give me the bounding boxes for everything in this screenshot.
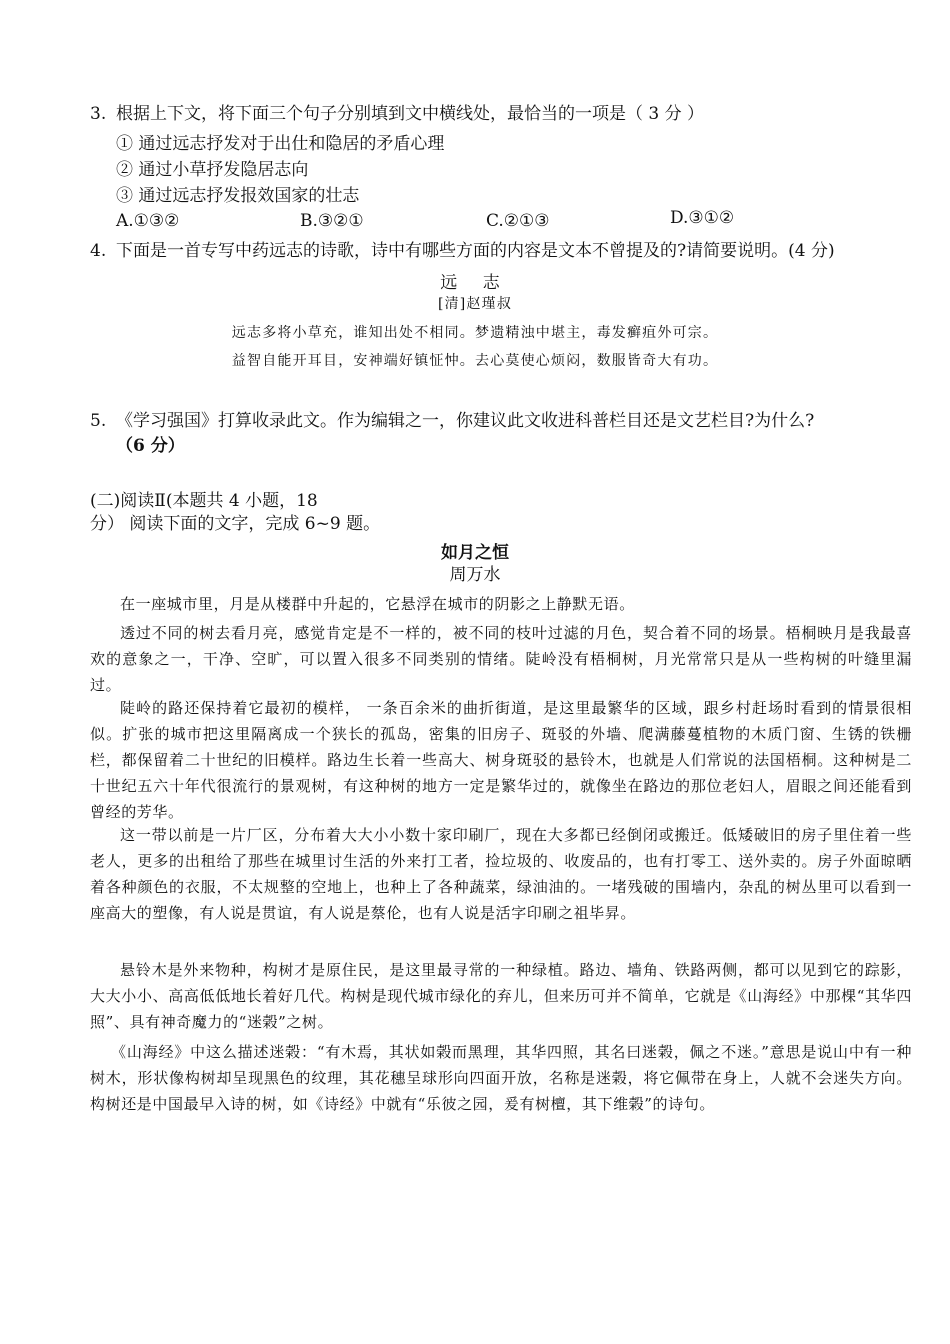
q3-stem: 根据上下文，将下面三个句子分别填到文中横线处，最恰当的一项是（ 3 分 ） (116, 104, 705, 124)
q3-number: 3. (90, 104, 107, 124)
q3-sentence-3: ③ 通过远志抒发报效国家的壮志 (116, 186, 360, 206)
q3-sentence-2: ② 通过小草抒发隐居志向 (116, 160, 309, 180)
poem-author: [清]赵瑾叔 (437, 296, 513, 312)
q5-number: 5. (90, 411, 107, 431)
section2-heading: (二)阅读Ⅱ(本题共 4 小题，18 (90, 491, 318, 511)
article-paragraph-4: 这一带以前是一片厂区，分布着大大小小数十家印刷厂，现在大多都已经倒闭或搬迁。低矮破旧的房子里住着一些老人，更多的出租给了那些在城里讨生活的外来打工者，捡垃圾的、收废品的，也有打零工、送外卖的。房子外面晾晒着各种颜色的衣服，不太规整的空地上，也种上了各种蔬菜，绿油油的。一堵残破的围墙内，杂乱的树丛里可以看到一座高大的塑像，有人说是贯谊，有人说是蔡伦，也有人说是活字印刷之祖毕昇。 (90, 826, 912, 922)
article-paragraph-5: 悬铃木是外来物种，构树才是原住民，是这里最寻常的一种绿植。路边、墙角、铁路两侧，都可以见到它的踪影，大大小小、高高低低地长着好几代。构树是现代城市绿化的弃儿，但来历可并不简单，它就是《山海经》中那棵“其华四照”、具有神奇魔力的“迷榖”之树。 (90, 961, 912, 1031)
q3-option-b: B.③②① (300, 211, 364, 231)
q3-option-d: D.③①② (670, 208, 735, 228)
poem-line-2: 益智自能开耳目，安神端好镇怔忡。去心莫使心烦闷，数服皆奇大有功。 (231, 353, 719, 369)
poem-title: 远 志 (440, 273, 510, 293)
q5-line-2: （6 分） (116, 436, 185, 456)
article-author: 周万水 (449, 565, 501, 585)
poem-line-1: 远志多将小草充，谁知出处不相同。梦遗精浊中堪主，毒发癣疽外可宗。 (231, 325, 719, 341)
q3-option-c: C.②①③ (486, 211, 550, 231)
article-paragraph-6: 《山海经》中这么描述迷榖：“有木焉，其状如榖而黑理，其华四照，其名曰迷榖，佩之不迷。”意思是说山中有一种树木，形状像构树却呈现黑色的纹理，其花穗呈球形向四面开放，名称是迷榖，将它佩带在身上，人就不会迷失方向。构树还是中国最早入诗的树，如《诗经》中就有“乐彼之园，爰有树檀，其下维榖”的诗句。 (90, 1043, 912, 1113)
q3-option-a: A.①③② (116, 211, 180, 231)
q4-stem: 下面是一首专写中药远志的诗歌，诗中有哪些方面的内容是文本不曾提及的?请简要说明。(4 分) (116, 241, 835, 261)
q5-line-1: 《学习强国》打算收录此文。作为编辑之一，你建议此文收进科普栏目还是文艺栏目?为什么? (116, 411, 815, 431)
article-paragraph-2: 透过不同的树去看月亮，感觉肯定是不一样的，被不同的枝叶过滤的月色，契合着不同的场景。梧桐映月是我最喜欢的意象之一，干净、空旷，可以置入很多不同类别的情绪。陡岭没有梧桐树，月光常常只是从一些构树的叶缝里漏过。 (90, 624, 912, 694)
q4-number: 4. (90, 241, 107, 261)
article-title: 如月之恒 (441, 543, 509, 563)
article-paragraph-1: 在一座城市里，月是从楼群中升起的，它悬浮在城市的阴影之上静默无语。 (120, 595, 635, 613)
article-paragraph-3: 陡岭的路还保持着它最初的模样， 一条百余米的曲折街道，是这里最繁华的区域，跟乡村赶场时看到的情景很相似。扩张的城市把这里隔离成一个狭长的孤岛，密集的旧房子、斑驳的外墙、爬满藤蔓植物的木质门窗、生锈的铁栅栏，都保留着二十世纪的旧模样。路边生长着一些高大、树身斑驳的悬铃木，也就是人们常说的法国梧桐。这种树是二十世纪五六十年代很流行的景观树，有这种树的地方一定是繁华过的，就像坐在路边的那位老妇人，眉眼之间还能看到曾经的芳华。 (90, 699, 912, 821)
q3-sentence-1: ① 通过远志抒发对于出仕和隐居的矛盾心理 (116, 134, 445, 154)
section2-instruction: 分） 阅读下面的文字，完成 6~9 题。 (90, 514, 381, 534)
